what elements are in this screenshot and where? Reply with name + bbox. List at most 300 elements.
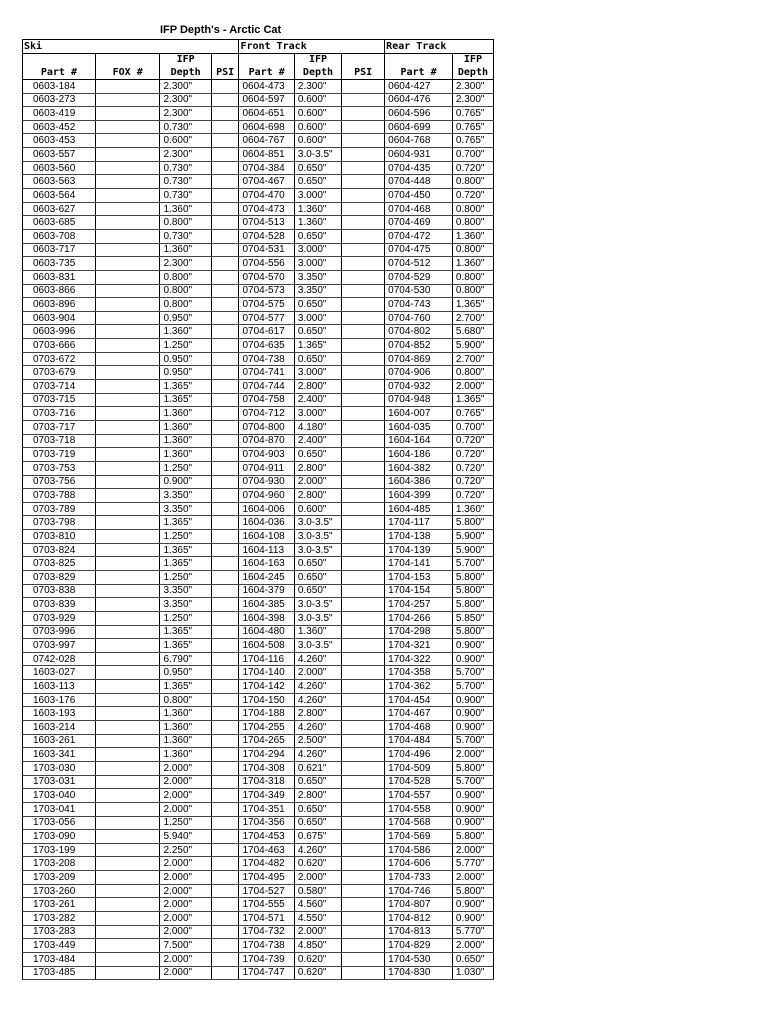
ski-psi-cell bbox=[211, 761, 239, 775]
ski-part-cell: 1703-056 bbox=[23, 816, 96, 830]
ski-fox-cell bbox=[95, 775, 160, 789]
ski-depth-cell: 1.365" bbox=[160, 516, 211, 530]
ski-psi-cell bbox=[211, 680, 239, 694]
ski-depth-cell: 0.730" bbox=[160, 120, 211, 134]
front-psi-cell bbox=[342, 229, 385, 243]
front-psi-cell bbox=[342, 380, 385, 394]
ski-psi-cell bbox=[211, 939, 239, 953]
front-psi-cell bbox=[342, 707, 385, 721]
front-psi-cell bbox=[342, 598, 385, 612]
rear-depth-cell: 1.360" bbox=[452, 502, 493, 516]
rear-part-cell: 1704-298 bbox=[385, 625, 453, 639]
ski-part-cell: 0603-896 bbox=[23, 298, 96, 312]
rear-depth-cell: 0.800" bbox=[452, 175, 493, 189]
ski-part-cell: 1703-030 bbox=[23, 761, 96, 775]
rear-depth-cell: 0.720" bbox=[452, 475, 493, 489]
rear-depth-cell: 5.700" bbox=[452, 666, 493, 680]
ski-depth-cell: 0.730" bbox=[160, 229, 211, 243]
table-row bbox=[23, 420, 494, 434]
front-psi-cell bbox=[342, 120, 385, 134]
front-depth-cell: 0.620" bbox=[294, 857, 341, 871]
front-part-cell: 0704-570 bbox=[239, 270, 294, 284]
front-part-cell: 0704-960 bbox=[239, 489, 294, 503]
ski-part-cell: 0703-715 bbox=[23, 393, 96, 407]
ski-fox-cell bbox=[95, 93, 160, 107]
ski-part-cell: 0703-718 bbox=[23, 434, 96, 448]
front-psi-cell bbox=[342, 107, 385, 121]
front-depth-cell: 0.621" bbox=[294, 761, 341, 775]
table-row bbox=[23, 202, 494, 216]
ski-fox-cell bbox=[95, 939, 160, 953]
rear-part-cell: 1704-484 bbox=[385, 734, 453, 748]
ski-depth-cell: 1.365" bbox=[160, 543, 211, 557]
ski-fox-cell bbox=[95, 625, 160, 639]
front-depth-cell: 3.350" bbox=[294, 284, 341, 298]
ski-psi-cell bbox=[211, 175, 239, 189]
front-part-cell: 1704-308 bbox=[239, 761, 294, 775]
rear-part-cell: 1704-569 bbox=[385, 830, 453, 844]
ski-depth-cell: 0.800" bbox=[160, 693, 211, 707]
front-part-cell: 1704-356 bbox=[239, 816, 294, 830]
rear-part-cell: 0704-450 bbox=[385, 189, 453, 203]
front-depth-cell: 0.650" bbox=[294, 298, 341, 312]
table-row bbox=[23, 830, 494, 844]
ski-part-cell: 0603-708 bbox=[23, 229, 96, 243]
ski-fox-cell bbox=[95, 448, 160, 462]
ski-fox-cell bbox=[95, 243, 160, 257]
header-cell bbox=[239, 53, 294, 66]
ski-depth-cell: 1.360" bbox=[160, 325, 211, 339]
front-psi-cell bbox=[342, 502, 385, 516]
ski-depth-cell: 2.000" bbox=[160, 952, 211, 966]
ski-part-cell: 0703-756 bbox=[23, 475, 96, 489]
ski-psi-cell bbox=[211, 420, 239, 434]
rear-depth-cell: 5.800" bbox=[452, 830, 493, 844]
rear-depth-cell: 0.765" bbox=[452, 120, 493, 134]
ski-fox-cell bbox=[95, 966, 160, 980]
table-row bbox=[23, 311, 494, 325]
front-depth-cell: 2.400" bbox=[294, 434, 341, 448]
rear-part-cell: 0704-743 bbox=[385, 298, 453, 312]
rear-depth-cell: 5.800" bbox=[452, 884, 493, 898]
rear-part-cell: 1604-382 bbox=[385, 461, 453, 475]
ski-depth-cell: 1.365" bbox=[160, 639, 211, 653]
ski-part-cell: 1703-282 bbox=[23, 912, 96, 926]
front-depth-cell: 0.650" bbox=[294, 352, 341, 366]
header-ski-psi: PSI bbox=[211, 66, 239, 79]
front-depth-cell: 0.650" bbox=[294, 584, 341, 598]
ski-fox-cell bbox=[95, 175, 160, 189]
rear-depth-cell: 2.700" bbox=[452, 311, 493, 325]
ski-part-cell: 1703-260 bbox=[23, 884, 96, 898]
rear-depth-cell: 0.900" bbox=[452, 816, 493, 830]
ski-fox-cell bbox=[95, 570, 160, 584]
front-psi-cell bbox=[342, 843, 385, 857]
ski-depth-cell: 0.730" bbox=[160, 189, 211, 203]
ski-psi-cell bbox=[211, 461, 239, 475]
ski-psi-cell bbox=[211, 448, 239, 462]
ski-part-cell: 0703-838 bbox=[23, 584, 96, 598]
ski-psi-cell bbox=[211, 639, 239, 653]
ski-part-cell: 0703-929 bbox=[23, 611, 96, 625]
header-cell bbox=[385, 53, 453, 66]
ski-depth-cell: 1.360" bbox=[160, 721, 211, 735]
ski-psi-cell bbox=[211, 270, 239, 284]
header-rear-ifp: IFP bbox=[452, 53, 493, 66]
rear-depth-cell: 5.900" bbox=[452, 339, 493, 353]
ski-depth-cell: 2.000" bbox=[160, 912, 211, 926]
front-part-cell: 0704-930 bbox=[239, 475, 294, 489]
front-psi-cell bbox=[342, 789, 385, 803]
ski-fox-cell bbox=[95, 830, 160, 844]
rear-depth-cell: 0.900" bbox=[452, 652, 493, 666]
front-depth-cell: 0.650" bbox=[294, 175, 341, 189]
table-row bbox=[23, 952, 494, 966]
ski-fox-cell bbox=[95, 366, 160, 380]
header-rear-part: Part # bbox=[385, 66, 453, 79]
table-row bbox=[23, 134, 494, 148]
rear-depth-cell: 0.720" bbox=[452, 161, 493, 175]
front-psi-cell bbox=[342, 830, 385, 844]
rear-depth-cell: 0.700" bbox=[452, 420, 493, 434]
rear-depth-cell: 0.720" bbox=[452, 189, 493, 203]
rear-depth-cell: 2.000" bbox=[452, 939, 493, 953]
rear-part-cell: 1604-399 bbox=[385, 489, 453, 503]
rear-depth-cell: 2.000" bbox=[452, 380, 493, 394]
front-part-cell: 0704-758 bbox=[239, 393, 294, 407]
ski-fox-cell bbox=[95, 107, 160, 121]
rear-part-cell: 1704-454 bbox=[385, 693, 453, 707]
rear-depth-cell: 0.765" bbox=[452, 134, 493, 148]
rear-depth-cell: 5.800" bbox=[452, 761, 493, 775]
front-psi-cell bbox=[342, 884, 385, 898]
front-psi-cell bbox=[342, 325, 385, 339]
ski-psi-cell bbox=[211, 284, 239, 298]
front-part-cell: 0704-577 bbox=[239, 311, 294, 325]
table-row bbox=[23, 448, 494, 462]
table-row bbox=[23, 93, 494, 107]
ski-depth-cell: 1.250" bbox=[160, 611, 211, 625]
rear-depth-cell: 0.800" bbox=[452, 366, 493, 380]
front-depth-cell: 0.650" bbox=[294, 816, 341, 830]
front-part-cell: 1704-463 bbox=[239, 843, 294, 857]
rear-depth-cell: 0.720" bbox=[452, 434, 493, 448]
front-psi-cell bbox=[342, 775, 385, 789]
ski-fox-cell bbox=[95, 120, 160, 134]
ski-fox-cell bbox=[95, 257, 160, 271]
front-part-cell: 0704-800 bbox=[239, 420, 294, 434]
ski-psi-cell bbox=[211, 407, 239, 421]
ski-fox-cell bbox=[95, 871, 160, 885]
rear-part-cell: 0704-530 bbox=[385, 284, 453, 298]
ski-part-cell: 1703-449 bbox=[23, 939, 96, 953]
table-row bbox=[23, 502, 494, 516]
ski-fox-cell bbox=[95, 489, 160, 503]
ski-psi-cell bbox=[211, 748, 239, 762]
table-row bbox=[23, 380, 494, 394]
rear-depth-cell: 5.700" bbox=[452, 734, 493, 748]
rear-part-cell: 0704-529 bbox=[385, 270, 453, 284]
front-part-cell: 0704-911 bbox=[239, 461, 294, 475]
front-psi-cell bbox=[342, 189, 385, 203]
ski-part-cell: 0603-685 bbox=[23, 216, 96, 230]
rear-part-cell: 1704-358 bbox=[385, 666, 453, 680]
rear-part-cell: 0604-476 bbox=[385, 93, 453, 107]
front-psi-cell bbox=[342, 243, 385, 257]
ski-psi-cell bbox=[211, 530, 239, 544]
ski-part-cell: 1703-031 bbox=[23, 775, 96, 789]
front-psi-cell bbox=[342, 761, 385, 775]
rear-depth-cell: 5.800" bbox=[452, 516, 493, 530]
front-psi-cell bbox=[342, 557, 385, 571]
rear-part-cell: 1604-007 bbox=[385, 407, 453, 421]
ski-depth-cell: 2.300" bbox=[160, 93, 211, 107]
ski-part-cell: 1703-208 bbox=[23, 857, 96, 871]
ski-depth-cell: 1.365" bbox=[160, 625, 211, 639]
front-depth-cell: 3.0-3.5" bbox=[294, 530, 341, 544]
front-psi-cell bbox=[342, 298, 385, 312]
front-part-cell: 0704-473 bbox=[239, 202, 294, 216]
front-part-cell: 0604-851 bbox=[239, 148, 294, 162]
ski-psi-cell bbox=[211, 380, 239, 394]
front-depth-cell: 3.000" bbox=[294, 243, 341, 257]
ski-depth-cell: 7.500" bbox=[160, 939, 211, 953]
ski-depth-cell: 1.250" bbox=[160, 530, 211, 544]
ski-fox-cell bbox=[95, 734, 160, 748]
rear-part-cell: 0704-932 bbox=[385, 380, 453, 394]
rear-depth-cell: 0.800" bbox=[452, 202, 493, 216]
ski-part-cell: 0703-798 bbox=[23, 516, 96, 530]
ski-fox-cell bbox=[95, 516, 160, 530]
ski-fox-cell bbox=[95, 434, 160, 448]
rear-depth-cell: 1.360" bbox=[452, 229, 493, 243]
rear-part-cell: 0704-435 bbox=[385, 161, 453, 175]
ski-part-cell: 0742-028 bbox=[23, 652, 96, 666]
ski-depth-cell: 1.360" bbox=[160, 448, 211, 462]
ski-psi-cell bbox=[211, 884, 239, 898]
rear-part-cell: 0604-699 bbox=[385, 120, 453, 134]
ski-fox-cell bbox=[95, 898, 160, 912]
front-part-cell: 1704-747 bbox=[239, 966, 294, 980]
front-psi-cell bbox=[342, 693, 385, 707]
front-part-cell: 1604-398 bbox=[239, 611, 294, 625]
front-part-cell: 1604-480 bbox=[239, 625, 294, 639]
ski-part-cell: 1703-199 bbox=[23, 843, 96, 857]
ski-depth-cell: 2.000" bbox=[160, 761, 211, 775]
rear-depth-cell: 0.720" bbox=[452, 461, 493, 475]
rear-part-cell: 1704-606 bbox=[385, 857, 453, 871]
ski-depth-cell: 1.360" bbox=[160, 407, 211, 421]
ski-depth-cell: 1.250" bbox=[160, 816, 211, 830]
ski-psi-cell bbox=[211, 243, 239, 257]
ski-fox-cell bbox=[95, 925, 160, 939]
rear-depth-cell: 1.365" bbox=[452, 393, 493, 407]
front-part-cell: 1704-739 bbox=[239, 952, 294, 966]
ski-part-cell: 1703-041 bbox=[23, 802, 96, 816]
ski-depth-cell: 6.790" bbox=[160, 652, 211, 666]
ski-part-cell: 0603-564 bbox=[23, 189, 96, 203]
table-row bbox=[23, 721, 494, 735]
table-row bbox=[23, 298, 494, 312]
rear-part-cell: 0704-906 bbox=[385, 366, 453, 380]
rear-part-cell: 1704-813 bbox=[385, 925, 453, 939]
ski-psi-cell bbox=[211, 489, 239, 503]
ski-fox-cell bbox=[95, 721, 160, 735]
ski-part-cell: 0703-997 bbox=[23, 639, 96, 653]
front-depth-cell: 0.650" bbox=[294, 325, 341, 339]
ski-fox-cell bbox=[95, 461, 160, 475]
rear-part-cell: 0704-760 bbox=[385, 311, 453, 325]
ski-part-cell: 1703-261 bbox=[23, 898, 96, 912]
front-part-cell: 1704-188 bbox=[239, 707, 294, 721]
rear-depth-cell: 2.300" bbox=[452, 79, 493, 93]
rear-part-cell: 1704-586 bbox=[385, 843, 453, 857]
ski-fox-cell bbox=[95, 652, 160, 666]
section-header-row bbox=[23, 40, 494, 54]
ski-psi-cell bbox=[211, 693, 239, 707]
front-depth-cell: 0.650" bbox=[294, 802, 341, 816]
ski-psi-cell bbox=[211, 598, 239, 612]
front-depth-cell: 1.360" bbox=[294, 216, 341, 230]
rear-depth-cell: 0.800" bbox=[452, 243, 493, 257]
rear-depth-cell: 5.770" bbox=[452, 925, 493, 939]
front-part-cell: 1704-318 bbox=[239, 775, 294, 789]
table-row bbox=[23, 966, 494, 980]
ski-depth-cell: 1.360" bbox=[160, 420, 211, 434]
rear-part-cell: 0604-931 bbox=[385, 148, 453, 162]
front-depth-cell: 3.000" bbox=[294, 311, 341, 325]
ski-fox-cell bbox=[95, 884, 160, 898]
front-depth-cell: 4.260" bbox=[294, 843, 341, 857]
ski-part-cell: 0703-839 bbox=[23, 598, 96, 612]
front-part-cell: 1704-351 bbox=[239, 802, 294, 816]
ski-part-cell: 1603-027 bbox=[23, 666, 96, 680]
front-part-cell: 1604-385 bbox=[239, 598, 294, 612]
front-depth-cell: 0.600" bbox=[294, 120, 341, 134]
ski-depth-cell: 1.250" bbox=[160, 461, 211, 475]
front-depth-cell: 0.650" bbox=[294, 570, 341, 584]
front-psi-cell bbox=[342, 652, 385, 666]
front-part-cell: 1704-482 bbox=[239, 857, 294, 871]
rear-part-cell: 1704-467 bbox=[385, 707, 453, 721]
ski-fox-cell bbox=[95, 325, 160, 339]
front-psi-cell bbox=[342, 148, 385, 162]
ski-psi-cell bbox=[211, 857, 239, 871]
rear-depth-cell: 5.900" bbox=[452, 543, 493, 557]
ski-fox-cell bbox=[95, 543, 160, 557]
ski-psi-cell bbox=[211, 775, 239, 789]
ski-psi-cell bbox=[211, 189, 239, 203]
front-psi-cell bbox=[342, 434, 385, 448]
rear-part-cell: 1704-558 bbox=[385, 802, 453, 816]
front-depth-cell: 1.360" bbox=[294, 202, 341, 216]
ski-fox-cell bbox=[95, 693, 160, 707]
rear-part-cell: 1704-138 bbox=[385, 530, 453, 544]
rear-part-cell: 1704-139 bbox=[385, 543, 453, 557]
ski-part-cell: 0603-273 bbox=[23, 93, 96, 107]
ski-part-cell: 0603-452 bbox=[23, 120, 96, 134]
ski-depth-cell: 2.000" bbox=[160, 884, 211, 898]
front-part-cell: 1604-379 bbox=[239, 584, 294, 598]
ski-part-cell: 0703-788 bbox=[23, 489, 96, 503]
front-depth-cell: 3.0-3.5" bbox=[294, 598, 341, 612]
ski-part-cell: 0703-824 bbox=[23, 543, 96, 557]
front-psi-cell bbox=[342, 611, 385, 625]
ski-fox-cell bbox=[95, 216, 160, 230]
table-row bbox=[23, 489, 494, 503]
ski-psi-cell bbox=[211, 366, 239, 380]
front-depth-cell: 2.000" bbox=[294, 871, 341, 885]
rear-depth-cell: 1.030" bbox=[452, 966, 493, 980]
ski-psi-cell bbox=[211, 802, 239, 816]
front-part-cell: 1704-142 bbox=[239, 680, 294, 694]
front-part-cell: 0704-744 bbox=[239, 380, 294, 394]
front-depth-cell: 0.650" bbox=[294, 775, 341, 789]
header-cell bbox=[23, 53, 96, 66]
front-psi-cell bbox=[342, 461, 385, 475]
rear-depth-cell: 5.800" bbox=[452, 625, 493, 639]
front-psi-cell bbox=[342, 407, 385, 421]
front-depth-cell: 0.620" bbox=[294, 952, 341, 966]
ski-fox-cell bbox=[95, 598, 160, 612]
ski-fox-cell bbox=[95, 189, 160, 203]
ski-depth-cell: 1.250" bbox=[160, 339, 211, 353]
front-psi-cell bbox=[342, 161, 385, 175]
rear-part-cell: 1704-468 bbox=[385, 721, 453, 735]
rear-part-cell: 1704-530 bbox=[385, 952, 453, 966]
front-part-cell: 0604-651 bbox=[239, 107, 294, 121]
ski-depth-cell: 2.000" bbox=[160, 966, 211, 980]
ski-part-cell: 1603-193 bbox=[23, 707, 96, 721]
ski-part-cell: 0703-717 bbox=[23, 420, 96, 434]
table-row bbox=[23, 352, 494, 366]
ski-psi-cell bbox=[211, 502, 239, 516]
rear-depth-cell: 2.000" bbox=[452, 871, 493, 885]
ski-depth-cell: 3.350" bbox=[160, 489, 211, 503]
rear-depth-cell: 0.720" bbox=[452, 489, 493, 503]
ski-part-cell: 1703-485 bbox=[23, 966, 96, 980]
front-psi-cell bbox=[342, 871, 385, 885]
ski-depth-cell: 3.350" bbox=[160, 598, 211, 612]
ski-depth-cell: 0.950" bbox=[160, 311, 211, 325]
front-part-cell: 1704-527 bbox=[239, 884, 294, 898]
rear-depth-cell: 0.900" bbox=[452, 898, 493, 912]
ski-fox-cell bbox=[95, 843, 160, 857]
rear-part-cell: 0604-427 bbox=[385, 79, 453, 93]
ski-depth-cell: 1.365" bbox=[160, 557, 211, 571]
ski-depth-cell: 0.950" bbox=[160, 366, 211, 380]
ski-psi-cell bbox=[211, 871, 239, 885]
front-psi-cell bbox=[342, 216, 385, 230]
ski-part-cell: 0603-866 bbox=[23, 284, 96, 298]
rear-depth-cell: 5.850" bbox=[452, 611, 493, 625]
front-part-cell: 0704-617 bbox=[239, 325, 294, 339]
front-psi-cell bbox=[342, 966, 385, 980]
rear-part-cell: 0704-512 bbox=[385, 257, 453, 271]
front-depth-cell: 0.600" bbox=[294, 107, 341, 121]
section-front-track: Front Track bbox=[239, 40, 385, 54]
front-part-cell: 0704-741 bbox=[239, 366, 294, 380]
front-part-cell: 0704-513 bbox=[239, 216, 294, 230]
table-row bbox=[23, 325, 494, 339]
ski-fox-cell bbox=[95, 380, 160, 394]
header-rear-depth: Depth bbox=[452, 66, 493, 79]
front-psi-cell bbox=[342, 912, 385, 926]
rear-part-cell: 1604-035 bbox=[385, 420, 453, 434]
document-title: IFP Depth's - Arctic Cat bbox=[160, 24, 282, 36]
front-depth-cell: 4.850" bbox=[294, 939, 341, 953]
front-depth-cell: 2.800" bbox=[294, 461, 341, 475]
